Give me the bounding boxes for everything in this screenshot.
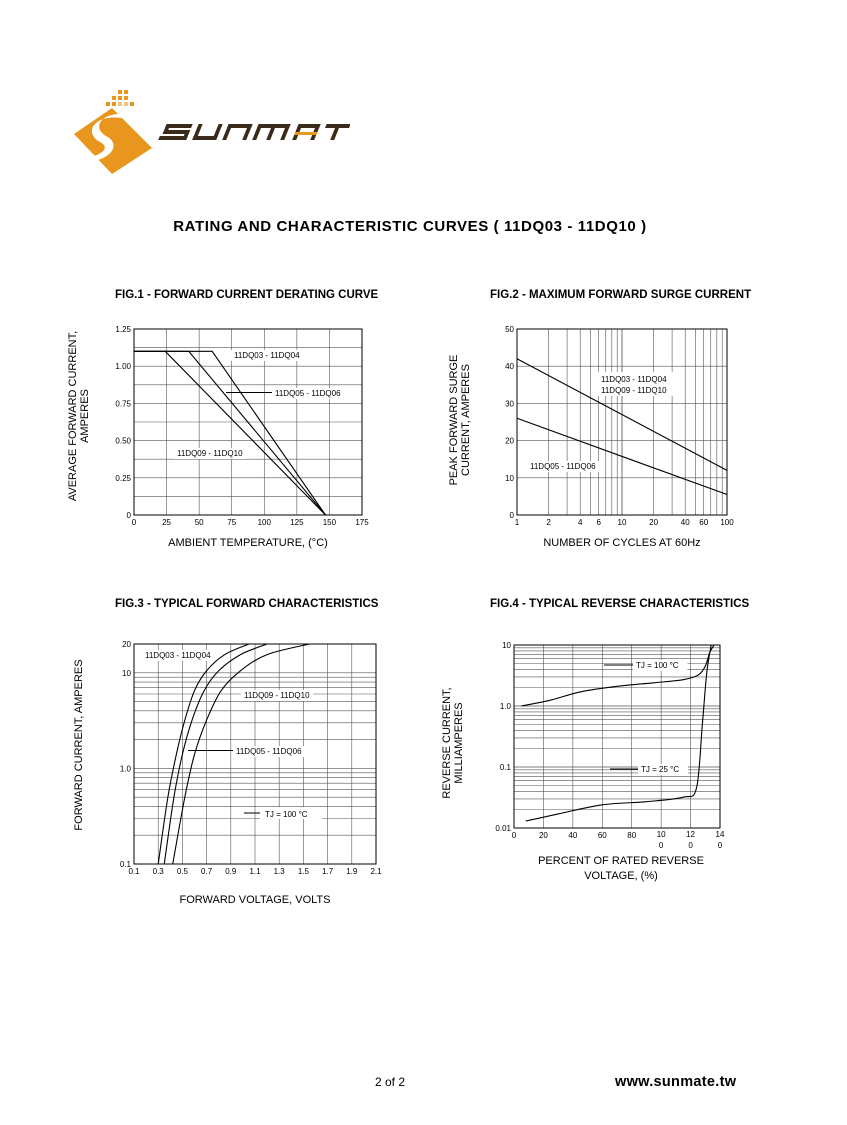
fig3-xlabel: FORWARD VOLTAGE, VOLTS [179, 894, 331, 906]
page-number: 2 of 2 [374, 1075, 406, 1089]
x-tick-label: 100 [257, 518, 271, 527]
fig1-xlabel: AMBIENT TEMPERATURE, (°C) [168, 537, 328, 549]
fig1-ylabel: AVERAGE FORWARD CURRENT,AMPERES [67, 330, 91, 502]
x-tick-label: 2 [546, 518, 551, 527]
fig4-group [441, 641, 725, 882]
fig4-grid [514, 645, 720, 828]
fig1-title: FIG.1 - FORWARD CURRENT DERATING CURVE [115, 289, 379, 301]
y-tick-label: 10 [502, 641, 511, 650]
y-tick-label: 40 [505, 362, 514, 372]
y-tick-label: 0 [126, 511, 131, 520]
x-tick-label: 0.1 [128, 867, 140, 876]
x-tick-label: 100 [720, 518, 734, 527]
fig3-ylabel: FORWARD CURRENT, AMPERES [73, 659, 85, 831]
y-tick-label: 50 [505, 325, 514, 334]
fig4-ylabel: REVERSE CURRENT,MILLIAMPERES [441, 687, 465, 799]
x-tick-label: 150 [322, 518, 337, 527]
x-tick-label: 20 [649, 518, 659, 527]
y-tick-label: 0.1 [119, 860, 131, 869]
y-tick-label: 30 [505, 399, 514, 409]
fig3-title: FIG.3 - TYPICAL FORWARD CHARACTERISTICS [115, 598, 379, 610]
x-tick-label: 1.9 [346, 867, 358, 876]
y-tick-label: 1.00 [115, 362, 131, 372]
x-tick-label: 1 [514, 518, 520, 527]
x-tick-label: 0.5 [176, 867, 188, 876]
x-tick-label: 75 [227, 518, 237, 527]
y-tick-label: 0.01 [495, 824, 511, 833]
x-tick-label: 0 [131, 518, 137, 527]
fig1-label-11dq05: 11DQ05 - 11DQ06 [275, 389, 341, 398]
y-tick-label: 0.25 [115, 473, 131, 483]
x-tick-label: 0.7 [201, 867, 213, 876]
y-tick-label: 0.1 [499, 763, 511, 772]
x-tick-label: 1.1 [249, 867, 261, 876]
x-tick-label: 10 0 [656, 830, 666, 850]
x-tick-label: 1.3 [273, 867, 285, 876]
x-tick-label: 0.3 [152, 867, 164, 876]
fig4-label-tj100: TJ = 100 °C [636, 661, 679, 670]
x-tick-label: 0 [511, 831, 517, 840]
x-tick-label: 0.9 [225, 867, 237, 876]
fig1-label-11dq09: 11DQ09 - 11DQ10 [177, 449, 243, 458]
fig2-group [448, 325, 734, 549]
fig2-label-11dq05: 11DQ05 - 11DQ06 [530, 462, 596, 471]
x-tick-label: 40 [568, 831, 578, 840]
x-tick-label: 1.7 [322, 867, 334, 876]
fig4-label-tj25: TJ = 25 °C [641, 765, 680, 774]
x-tick-label: 14 0 [715, 830, 725, 850]
fig4-xlabel: PERCENT OF RATED REVERSE VOLTAGE, (%) [538, 855, 704, 882]
y-tick-label: 1.0 [499, 702, 511, 711]
y-tick-label: 0 [509, 511, 514, 520]
website-url: www.sunmate.tw [615, 1074, 737, 1090]
x-tick-label: 4 [577, 518, 583, 527]
x-tick-label: 2.1 [370, 867, 382, 876]
fig4-series-1-line [526, 645, 711, 821]
document-title: RATING AND CHARACTERISTIC CURVES ( 11DQ03 - 11DQ10 ) [173, 218, 647, 235]
fig3-group [73, 640, 382, 906]
fig2-ylabel: PEAK FORWARD SURGECURRENT, AMPERES [448, 354, 472, 486]
x-tick-label: 50 [194, 518, 204, 527]
x-tick-label: 10 [617, 518, 627, 527]
fig3-label-11dq05: 11DQ05 - 11DQ06 [236, 747, 302, 756]
x-tick-label: 1.5 [297, 867, 309, 876]
x-tick-label: 6 [596, 518, 601, 527]
y-tick-label: 0.50 [115, 436, 131, 446]
fig3-label-11dq03: 11DQ03 - 11DQ04 [145, 651, 211, 660]
y-tick-label: 1.25 [115, 325, 131, 334]
fig2-title: FIG.2 - MAXIMUM FORWARD SURGE CURRENT [490, 289, 752, 301]
x-tick-label: 40 [680, 518, 690, 527]
fig4-frame [514, 645, 720, 828]
x-tick-label: 60 [597, 831, 607, 840]
x-tick-label: 25 [162, 518, 172, 527]
fig3-label-11dq09: 11DQ09 - 11DQ10 [244, 691, 310, 700]
y-tick-label: 1.0 [119, 764, 131, 774]
y-tick-label: 10 [505, 473, 514, 483]
x-tick-label: 175 [355, 518, 369, 527]
x-tick-label: 60 [699, 518, 709, 527]
y-tick-label: 20 [122, 640, 131, 649]
fig1-group [67, 325, 369, 549]
fig4-title: FIG.4 - TYPICAL REVERSE CHARACTERISTICS [490, 598, 750, 610]
fig2-grid [517, 329, 727, 515]
fig1-label-11dq03: 11DQ03 - 11DQ04 [234, 351, 300, 360]
y-tick-label: 20 [505, 436, 514, 446]
y-tick-label: 0.75 [115, 399, 131, 409]
fig2-xlabel: NUMBER OF CYCLES AT 60Hz [543, 537, 701, 549]
fig3-annotation: TJ = 100 °C [265, 810, 308, 819]
x-tick-label: 125 [290, 518, 304, 527]
x-tick-label: 12 0 [686, 830, 696, 850]
fig2-label-11dq03: 11DQ03 - 11DQ04 11DQ09 - 11DQ10 [601, 375, 667, 395]
y-tick-label: 10 [122, 668, 131, 678]
x-tick-label: 20 [538, 831, 548, 840]
x-tick-label: 80 [627, 831, 637, 840]
